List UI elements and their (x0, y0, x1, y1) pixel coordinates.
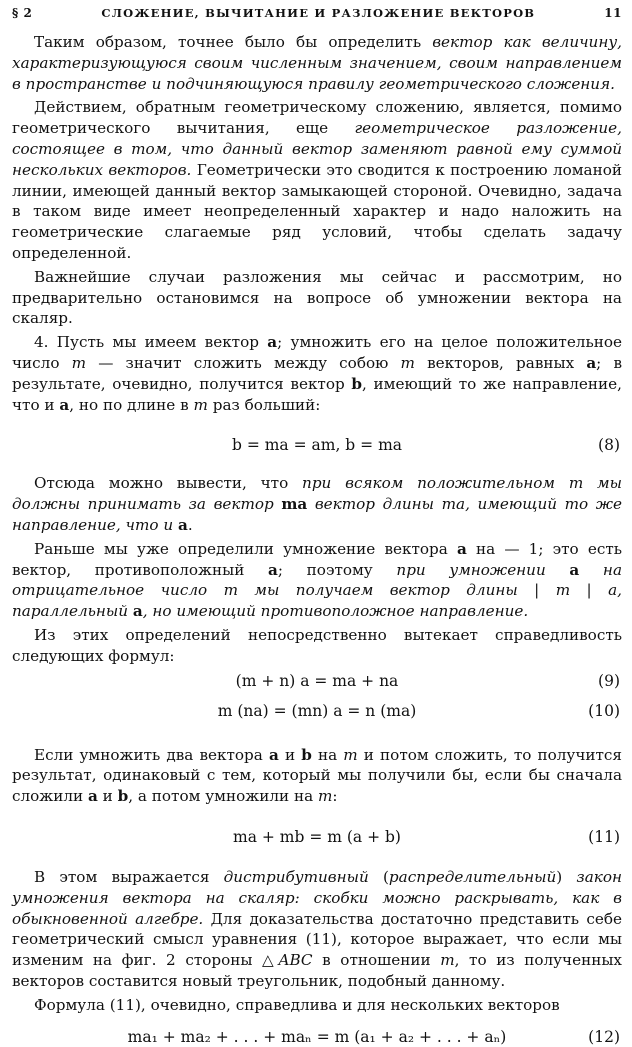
paragraph-2: Действием, обратным геометрическому сложению, является, помимо геометрического вычитания, еще геометрическое разложение, состоящее в том, что данный вектор заменяют равной ему суммой нескольких векторов. Геометрически это сводится к построению ломаной линии, имеющей данный вектор замыкающей стороной. Очевидно, задача в таком виде имеет неопределенный характер и надо наложить на геометрические слагаемые ряд условий, чтобы сделать задачу определенной. (12, 98, 622, 262)
chapter-title: СЛОЖЕНИЕ, ВЫЧИТАНИЕ И РАЗЛОЖЕНИЕ ВЕКТОРОВ (101, 6, 536, 20)
formula-10-number: (10) (588, 701, 620, 720)
formula-11-number: (11) (588, 827, 620, 846)
section-mark: § 2 (12, 6, 33, 20)
paragraph-1: Таким образом, точнее было бы определить вектор как величину, характеризующуюся своим численным значением, своим направлением в пространстве и подчиняющуюся правилу геометрического сложения. (12, 33, 622, 93)
paragraph-9: В этом выражается дистрибутивный (распределительный) закон умножения вектора на скаляр: скобки можно раскрывать, как в обыкновенной алгебре. Для доказательства достаточно представить себе геометрический смысл уравнения (11), которое выражает, что если мы изменим на фиг. 2 стороны △ABC в отношении m, то из полученных векторов составится новый треугольник, подобный данному. (12, 867, 622, 990)
paragraph-3: Важнейшие случаи разложения мы сейчас и рассмотрим, но предварительно остановимся на вопросе об умножении вектора на скаляр. (12, 267, 622, 328)
paragraph-6: Раньше мы уже определили умножение вектора a на — 1; это есть вектор, противоположный a; поэтому при умножении a на отрицательное число m мы получаем вектор длины | m | a, параллельный a, но имеющий противоположное направление. (12, 539, 623, 621)
paragraph-7: Из этих определений непосредственно вытекает справедливость следующих формул: (12, 625, 622, 665)
formula-9-text: (m + n) a = ma + na (235, 671, 399, 690)
formula-10-text: m (na) = (mn) a = n (ma) (217, 701, 417, 720)
paragraph-4: 4. Пусть мы имеем вектор a; умножить его на целое положительное число m — значит сложить между собою m векторов, равных a; в результате, очевидно, получится вектор b, имеющий то же направление, что и a, но по длине в m раз больший: (12, 333, 623, 414)
paragraph-5: Отсюда можно вывести, что при всяком положительном m мы должны принимать за вектор ma вектор длины ma, имеющий то же направление, что и a. (12, 474, 622, 534)
formula-8 (12, 435, 622, 455)
paragraph-8: Если умножить два вектора a и b на m и потом сложить, то получится результат, одинаковый с тем, который мы получили бы, если бы сначала сложили a и b, а потом умножили на m: (12, 745, 622, 806)
formula-9-number: (9) (598, 671, 620, 690)
formula-8-number: (8) (598, 436, 620, 455)
formula-11 (12, 827, 622, 847)
formula-12-text: ma₁ + ma₂ + . . . + maₙ = m (a₁ + a₂ + . . . + aₙ) (127, 1028, 507, 1047)
formula-11-text: ma + mb = m (a + b) (233, 827, 401, 846)
page-body (12, 32, 622, 1047)
page-number: 11 (604, 6, 622, 20)
formula-10 (12, 701, 622, 721)
formula-12-number: (12) (588, 1028, 620, 1047)
formula-9 (12, 671, 622, 691)
paragraph-10: Формула (11), очевидно, справедлива и для нескольких векторов (34, 995, 560, 1014)
running-header (12, 6, 622, 32)
formula-8-text: b = ma = am, b = ma (231, 436, 403, 455)
formula-12 (12, 1027, 622, 1047)
